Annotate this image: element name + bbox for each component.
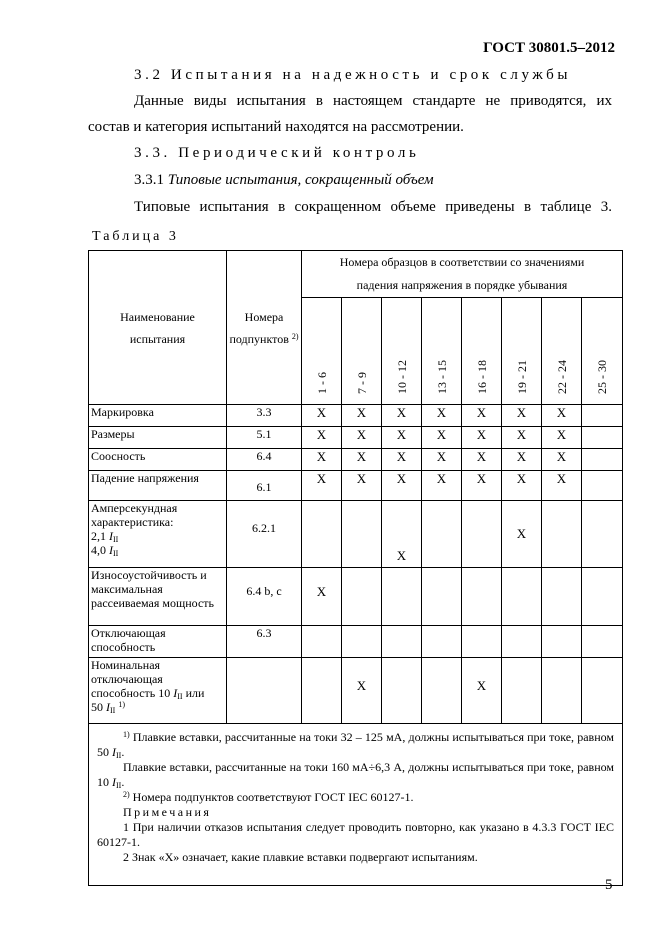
mark-cell: X xyxy=(382,471,422,501)
mark-cell xyxy=(582,405,623,427)
mark-cell: X xyxy=(502,405,542,427)
mark-cell xyxy=(582,568,623,626)
mark-cell: X xyxy=(462,449,502,471)
sample-col-header: 10 - 12 xyxy=(382,298,422,405)
mark-cell xyxy=(302,501,342,568)
mark-cell xyxy=(502,626,542,658)
row-name: Отключающая способность xyxy=(89,626,227,658)
mark-cell: X xyxy=(502,501,542,568)
mark-cell: X xyxy=(502,427,542,449)
table-row xyxy=(89,501,623,568)
mark-cell: X xyxy=(542,427,582,449)
mark-cell: X xyxy=(502,449,542,471)
mark-cell: X xyxy=(422,449,462,471)
mark-cell xyxy=(422,658,462,724)
row-name: Размеры xyxy=(89,427,227,449)
mark-cell xyxy=(582,658,623,724)
header-test-name: Наименование испытания xyxy=(89,251,227,405)
mark-cell xyxy=(582,501,623,568)
mark-cell: X xyxy=(462,658,502,724)
table-notes-row xyxy=(89,724,623,886)
section-3-3-1-title: Типовые испытания, сокращенный объем xyxy=(167,172,434,188)
mark-cell xyxy=(542,626,582,658)
row-name: Соосность xyxy=(89,449,227,471)
mark-cell xyxy=(342,501,382,568)
standard-designation: ГОСТ 30801.5–2012 xyxy=(483,40,615,56)
table-row xyxy=(89,568,623,626)
row-name: Износоустойчивость и максимальная рассеиваемая мощность xyxy=(89,568,227,626)
sample-col-header: 25 - 30 xyxy=(582,298,623,405)
table-row xyxy=(89,658,623,724)
section-3-3-1-heading xyxy=(134,171,434,189)
mark-cell xyxy=(302,658,342,724)
row-subclause: 6.4 b, c xyxy=(227,568,302,626)
mark-cell: X xyxy=(382,501,422,568)
mark-cell: X xyxy=(422,427,462,449)
notes-title: Примечания xyxy=(123,805,212,819)
mark-cell: X xyxy=(382,405,422,427)
mark-cell xyxy=(422,501,462,568)
row-subclause: 6.1 xyxy=(227,471,302,501)
sample-col-header: 1 - 6 xyxy=(302,298,342,405)
row-name: Падение напряжения xyxy=(89,471,227,501)
mark-cell: X xyxy=(342,405,382,427)
mark-cell xyxy=(542,658,582,724)
mark-cell: X xyxy=(542,449,582,471)
mark-cell xyxy=(382,658,422,724)
mark-cell xyxy=(502,658,542,724)
mark-cell: X xyxy=(342,471,382,501)
mark-cell: X xyxy=(302,449,342,471)
footnote-1b: Плавкие вставки, рассчитанные на токи 160 мА÷6,3 А, должны испытываться при токе, равном 10 $I_{II}$. xyxy=(97,760,614,790)
mark-cell: X xyxy=(302,471,342,501)
footnote-1a: $^{1)}$ Плавкие вставки, рассчитанные на токи 32 – 125 мА, должны испытываться при токе, равном 50 $I_{II}$. xyxy=(97,730,614,760)
mark-cell xyxy=(582,471,623,501)
mark-cell: X xyxy=(542,471,582,501)
section-3-3-1-text: Типовые испытания в сокращенном объеме приведены в таблице 3. xyxy=(134,199,612,215)
section-3-2-text-line1: Данные виды испытания в настоящем стандарте не приводятся, их xyxy=(134,93,612,109)
table-row xyxy=(89,626,623,658)
row-name: Амперсекундная характеристика: 2,1 $I_{II}$ 4,0 $I_{II}$ xyxy=(89,501,227,568)
mark-cell: X xyxy=(502,471,542,501)
mark-cell: X xyxy=(462,405,502,427)
mark-cell xyxy=(462,626,502,658)
row-subclause: 5.1 xyxy=(227,427,302,449)
row-subclause xyxy=(227,658,302,724)
row-subclause: 3.3 xyxy=(227,405,302,427)
row-name: Номинальная отключающая способность 10 $I_{II}$ или 50 $I_{II}$ $^{1)}$ xyxy=(89,658,227,724)
mark-cell xyxy=(342,568,382,626)
mark-cell: X xyxy=(382,449,422,471)
row-name: Маркировка xyxy=(89,405,227,427)
section-3-2-title: 3.2 Испытания на надежность и срок службы xyxy=(134,67,572,83)
mark-cell: X xyxy=(382,427,422,449)
mark-cell xyxy=(302,626,342,658)
mark-cell: X xyxy=(462,427,502,449)
section-3-3-title: 3.3. Периодический контроль xyxy=(134,145,420,161)
row-subclause: 6.2.1 xyxy=(227,501,302,568)
mark-cell: X xyxy=(342,427,382,449)
page-number: 5 xyxy=(605,877,613,893)
mark-cell xyxy=(542,568,582,626)
table-row xyxy=(89,427,623,449)
row-subclause: 6.3 xyxy=(227,626,302,658)
footnote-2: $^{2)}$ Номера подпунктов соответствуют ГОСТ IEC 60127-1. xyxy=(123,790,414,804)
mark-cell: X xyxy=(342,658,382,724)
mark-cell xyxy=(582,427,623,449)
mark-cell xyxy=(342,626,382,658)
mark-cell xyxy=(422,568,462,626)
sample-col-header: 7 - 9 xyxy=(342,298,382,405)
section-3-3-1-number: 3.3.1 xyxy=(134,172,164,188)
header-sample-numbers: Номера образцов в соответствии со значениями падения напряжения в порядке убывания xyxy=(302,251,623,298)
mark-cell: X xyxy=(302,405,342,427)
sample-col-header: 16 - 18 xyxy=(462,298,502,405)
table-row xyxy=(89,405,623,427)
mark-cell: X xyxy=(542,405,582,427)
sample-col-header: 19 - 21 xyxy=(502,298,542,405)
mark-cell xyxy=(502,568,542,626)
mark-cell xyxy=(382,568,422,626)
table-caption: Таблица 3 xyxy=(92,229,179,244)
table-row xyxy=(89,471,623,501)
mark-cell: X xyxy=(462,471,502,501)
table-notes xyxy=(89,724,623,886)
mark-cell xyxy=(582,449,623,471)
header-subclause-numbers: Номера подпунктов $^{2)}$ xyxy=(227,251,302,405)
sample-col-header: 13 - 15 xyxy=(422,298,462,405)
mark-cell xyxy=(382,626,422,658)
mark-cell xyxy=(462,501,502,568)
mark-cell xyxy=(542,501,582,568)
mark-cell: X xyxy=(422,471,462,501)
mark-cell: X xyxy=(422,405,462,427)
table-3 xyxy=(88,250,623,886)
sample-col-header: 22 - 24 xyxy=(542,298,582,405)
mark-cell xyxy=(462,568,502,626)
row-subclause: 6.4 xyxy=(227,449,302,471)
mark-cell xyxy=(422,626,462,658)
mark-cell xyxy=(582,626,623,658)
table-row xyxy=(89,449,623,471)
section-3-2-text-line2: состав и категория испытаний находятся на рассмотрении. xyxy=(88,119,464,135)
note-2: 2 Знак «X» означает, какие плавкие вставки подвергают испытаниям. xyxy=(123,850,478,864)
mark-cell: X xyxy=(302,427,342,449)
mark-cell: X xyxy=(342,449,382,471)
mark-cell: X xyxy=(302,568,342,626)
note-1: 1 При наличии отказов испытания следует проводить повторно, как указано в 4.3.3 ГОСТ IEC 60127-1. xyxy=(97,820,614,849)
